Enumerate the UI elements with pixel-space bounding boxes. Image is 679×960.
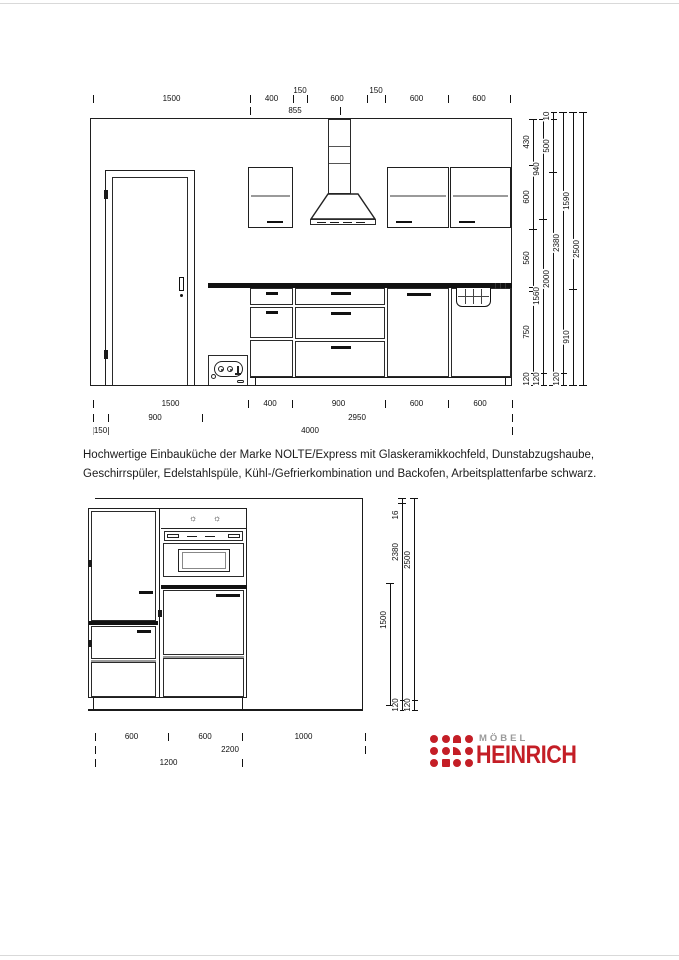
dim-tick xyxy=(398,503,406,504)
dim-tick xyxy=(95,733,96,741)
wall-cabinet-left xyxy=(248,167,293,228)
dim-label: 400 xyxy=(263,399,277,408)
tall-plinth-right xyxy=(242,698,243,709)
logo-heinrich-text: HEINRICH xyxy=(476,741,577,769)
drawing2-ceiling-line xyxy=(95,498,363,499)
dim-line xyxy=(533,119,534,385)
dim-tick xyxy=(365,733,366,741)
dim-line xyxy=(402,498,403,710)
dim-tick xyxy=(93,414,94,422)
dim-line xyxy=(414,498,415,710)
dim-tick xyxy=(385,95,386,103)
dim-label: 120 xyxy=(391,698,400,712)
dim-label: 600 xyxy=(473,399,487,408)
dim-tick xyxy=(559,112,567,113)
dim-tick xyxy=(385,400,386,408)
base-drawer-900-mid xyxy=(295,307,385,339)
dim-label: 600 xyxy=(522,190,531,204)
dim-tick xyxy=(93,95,94,103)
tall-door-right xyxy=(163,590,244,655)
logo-dot xyxy=(453,735,461,743)
scan-edge-bottom xyxy=(0,955,679,956)
dim-label: 560 xyxy=(522,251,531,265)
dishwasher-front xyxy=(387,288,449,377)
plinth-left xyxy=(255,377,256,385)
dim-tick xyxy=(93,400,94,408)
product-description xyxy=(83,446,603,483)
dim-tick xyxy=(569,112,577,113)
outlet-box xyxy=(208,355,248,385)
tall-bottom-front xyxy=(163,658,244,697)
dim-tick xyxy=(410,498,418,499)
dim-tick xyxy=(242,759,243,767)
dim-tick xyxy=(579,385,587,386)
dim-label: 1560 xyxy=(532,287,541,305)
dim-label: 900 xyxy=(331,399,346,408)
dim-tick xyxy=(250,95,251,103)
dim-label: 1500 xyxy=(379,611,388,629)
base-door-400 xyxy=(250,340,293,377)
freezer-hinge xyxy=(88,640,92,647)
fridge-door xyxy=(91,511,156,621)
plinth-line xyxy=(250,377,511,378)
logo-dot xyxy=(465,735,473,743)
dim-label: 150 xyxy=(293,86,307,95)
dim-tick xyxy=(510,95,511,103)
dim-tick xyxy=(340,107,341,115)
dim-tick xyxy=(250,107,251,115)
dim-tick xyxy=(293,95,294,103)
dim-tick xyxy=(579,112,587,113)
dim-label: 2950 xyxy=(348,413,366,422)
dim-label: 600 xyxy=(330,94,344,103)
sink-basin xyxy=(456,287,491,307)
dim-tick xyxy=(248,400,249,408)
dim-tick xyxy=(512,414,513,422)
dim-label: 2500 xyxy=(403,551,412,569)
oven-front xyxy=(163,543,244,577)
hob-knob-icon: ☼ xyxy=(189,513,198,523)
dim-label: 4000 xyxy=(301,426,319,435)
dim-tick xyxy=(569,385,577,386)
drainer-line-3 xyxy=(505,283,506,289)
hob-knob-icon-2: ☼ xyxy=(213,513,222,523)
dim-tick xyxy=(365,746,366,754)
logo-moebel-text: MÖBEL xyxy=(479,733,529,744)
dim-label: 1500 xyxy=(162,94,181,103)
logo-dot xyxy=(442,735,450,743)
dim-tick xyxy=(512,400,513,408)
dim-label: 900 xyxy=(148,413,162,422)
oven-divider xyxy=(161,585,247,589)
drawing2-floor-line xyxy=(88,709,363,711)
dim-label: 600 xyxy=(472,94,486,103)
dim-label: 600 xyxy=(409,94,424,103)
dim-label: 910 xyxy=(562,330,571,344)
hood-cone xyxy=(310,193,376,220)
door-handle xyxy=(179,277,184,291)
base-drawer-900-top xyxy=(295,288,385,305)
dim-tick xyxy=(202,414,203,422)
drainer-line-1 xyxy=(495,283,496,289)
dim-label: 2380 xyxy=(391,543,400,561)
dim-label: 2000 xyxy=(542,269,551,288)
dim-label: 500 xyxy=(542,138,551,153)
logo-dot xyxy=(430,735,438,743)
description-line-2: Geschirrspüler, Edelstahlspüle, Kühl-/Gefrierkombination und Backofen, Arbeitsplattenfarbe schwarz. xyxy=(83,467,597,480)
wall-cabinet-right-2 xyxy=(450,167,511,228)
dim-label: 2500 xyxy=(572,239,581,258)
dim-tick xyxy=(398,498,406,499)
dim-label: 940 xyxy=(532,162,541,176)
dim-tick xyxy=(386,583,394,584)
dim-tick xyxy=(569,289,577,290)
logo-dot xyxy=(442,747,450,755)
door-lock xyxy=(180,294,183,297)
freezer-drawer-front xyxy=(91,662,156,697)
dim-tick xyxy=(168,733,169,741)
drawing2-right-wall xyxy=(362,498,363,710)
dim-label: 750 xyxy=(522,325,531,339)
dim-label: 1590 xyxy=(562,191,571,210)
fridge-freezer-divider xyxy=(89,621,158,625)
tall-door-hinge xyxy=(158,610,162,617)
logo-dot xyxy=(465,759,473,767)
dim-label: 120 xyxy=(532,372,541,386)
dim-tick xyxy=(95,759,96,767)
dim-tick xyxy=(108,414,109,422)
logo-dot xyxy=(442,759,450,767)
dim-label: 400 xyxy=(264,94,279,103)
dim-label: 1500 xyxy=(161,399,180,408)
dim-label: 1000 xyxy=(294,732,313,741)
dim-tick xyxy=(529,119,537,120)
dim-tick xyxy=(539,219,547,220)
oven-control-strip xyxy=(164,531,243,541)
door-leaf xyxy=(112,177,188,385)
dim-label: 150 xyxy=(369,86,383,95)
oven-top-panel xyxy=(161,508,247,529)
dim-label: 855 xyxy=(288,106,302,115)
dim-tick xyxy=(242,733,243,741)
base-drawer-400-mid xyxy=(250,307,293,338)
dim-tick xyxy=(549,172,557,173)
dim-label: 600 xyxy=(198,732,212,741)
hood-vent-strip xyxy=(310,219,376,225)
dim-tick xyxy=(512,427,513,435)
dim-label: 2200 xyxy=(221,745,239,754)
dim-line xyxy=(543,119,544,385)
logo-dot xyxy=(453,759,461,767)
logo-dot xyxy=(430,747,438,755)
dim-label: 150 xyxy=(93,426,108,435)
dim-label: 1200 xyxy=(159,758,178,767)
hood-duct xyxy=(328,119,351,194)
dim-tick xyxy=(367,95,368,103)
dim-label: 430 xyxy=(522,135,531,149)
wall-cabinet-right-1 xyxy=(387,167,449,228)
tall-plinth-left xyxy=(93,698,94,709)
freezer-door xyxy=(91,626,156,659)
dim-tick xyxy=(292,400,293,408)
base-drawer-400-top xyxy=(250,288,293,305)
dim-tick xyxy=(448,400,449,408)
fridge-hinge xyxy=(88,560,92,567)
dim-label: 10 xyxy=(542,111,551,120)
dim-label: 16 xyxy=(391,510,400,520)
logo-dot xyxy=(453,747,461,755)
dim-tick xyxy=(95,746,96,754)
plinth-right xyxy=(505,377,506,385)
logo-dot xyxy=(465,747,473,755)
tall-unit-divider xyxy=(159,508,161,698)
dim-label: 120 xyxy=(403,698,412,712)
dim-label: 600 xyxy=(124,732,139,741)
base-drawer-900-bottom xyxy=(295,341,385,377)
door-hinge-top xyxy=(104,190,108,199)
scan-edge-top xyxy=(0,3,679,4)
dim-label: 2380 xyxy=(552,233,561,252)
dim-tick xyxy=(307,95,308,103)
dim-line xyxy=(583,112,584,385)
dim-label: 600 xyxy=(409,399,424,408)
dim-tick xyxy=(529,229,537,230)
description-line-1: Hochwertige Einbauküche der Marke NOLTE/Express mit Glaskeramikkochfeld, Dunstabzugshaube, xyxy=(83,449,595,461)
dim-tick xyxy=(448,95,449,103)
dim-line xyxy=(390,583,391,705)
dim-label: 120 xyxy=(522,372,531,386)
dim-label: 120 xyxy=(552,372,561,386)
drainer-line-2 xyxy=(500,283,501,289)
logo-dot xyxy=(430,759,438,767)
door-hinge-bottom xyxy=(104,350,108,359)
